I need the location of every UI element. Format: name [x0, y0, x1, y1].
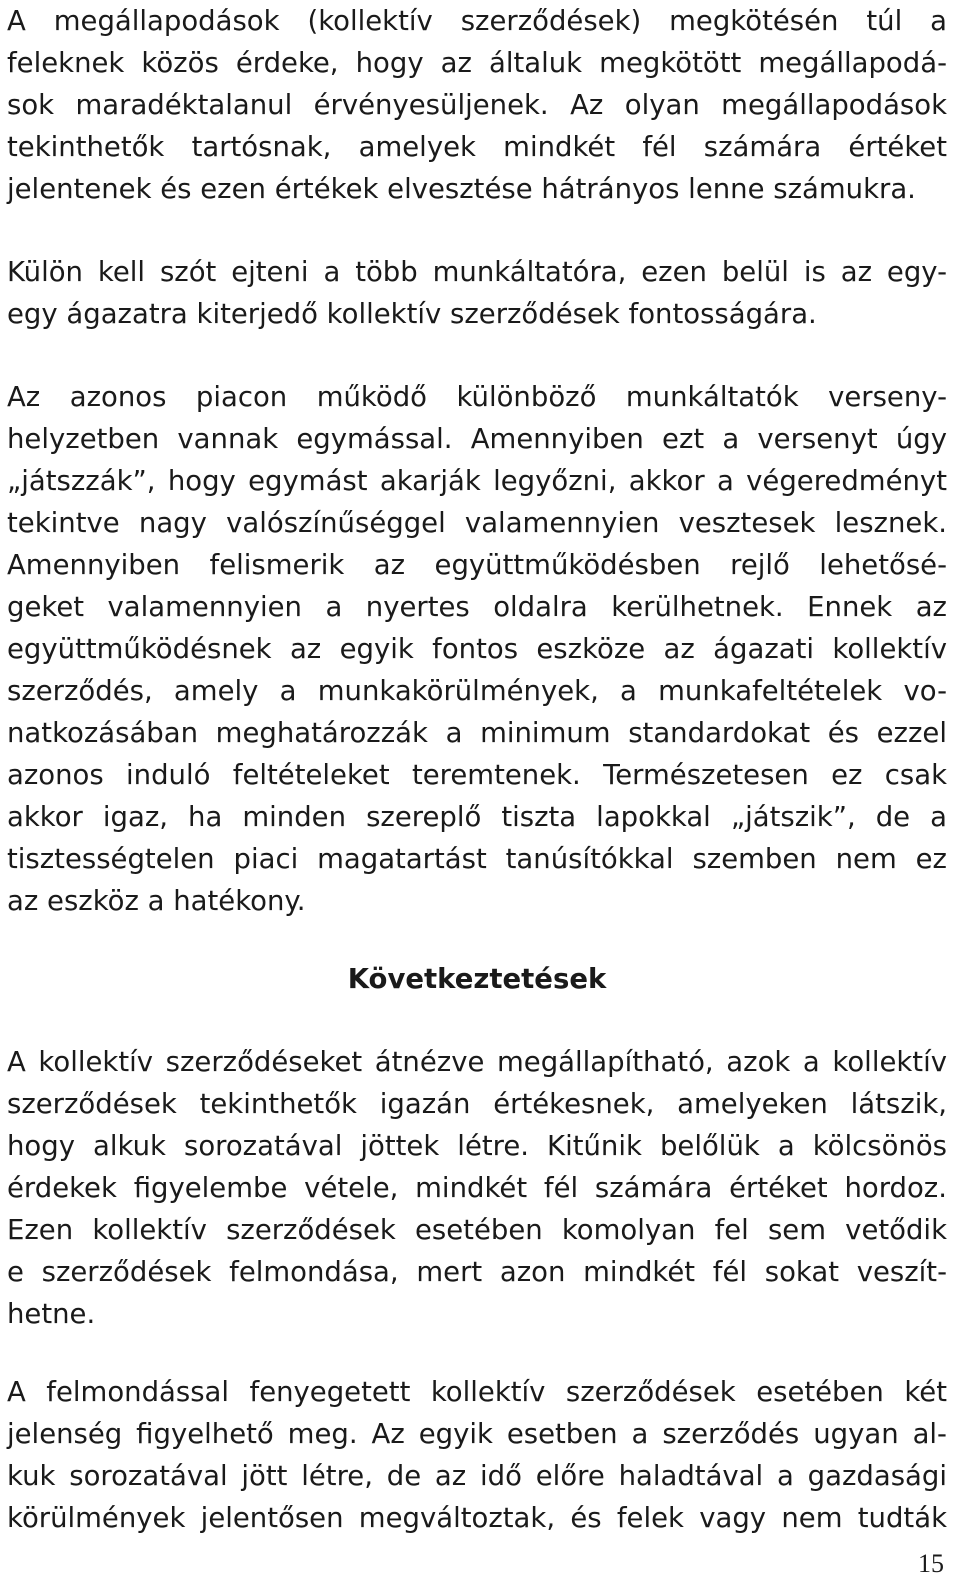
paragraph-threatened-termination: [7, 1371, 947, 1539]
text-line: geket valamennyien a nyertes oldalra kerülhetnek. Ennek az: [7, 591, 947, 623]
paragraph-conclusion-valuable: [7, 1041, 947, 1335]
text-line: kuk sorozatával jött létre, de az idő előre haladtával a gazdasági: [7, 1460, 947, 1492]
text-line: jelentenek és ezen értékek elvesztése hátrányos lenne számukra.: [7, 173, 916, 205]
text-line: A felmondással fenyegetett kollektív szerződések esetében két: [7, 1376, 947, 1408]
text-line: helyzetben vannak egymással. Amennyiben ezt a versenyt úgy: [7, 423, 947, 455]
paragraph-competition: [7, 376, 947, 922]
text-line: Az azonos piacon működő különböző munkáltatók verseny-: [7, 381, 947, 413]
text-line: szerződések tekinthetők igazán értékesnek, amelyeken látszik,: [7, 1088, 947, 1120]
paragraph-gap: [7, 1000, 947, 1041]
text-line: feleknek közös érdeke, hogy az általuk megkötött megállapodá-: [7, 47, 947, 79]
text-line: körülmények jelentősen megváltoztak, és felek vagy nem tudták: [7, 1502, 947, 1534]
text-line: hetne.: [7, 1298, 96, 1330]
page-number: 15: [918, 1549, 944, 1578]
text-line: jelenség figyelhető meg. Az egyik esetben a szerződés ugyan al-: [7, 1418, 947, 1450]
text-line: Amennyiben felismerik az együttműködésben rejlő lehetősé-: [7, 549, 947, 581]
paragraph-gap: [7, 922, 947, 958]
text-line: natkozásában meghatározzák a minimum standardokat és ezzel: [7, 717, 947, 749]
text-line: A kollektív szerződéseket átnézve megállapítható, azok a kollektív: [7, 1046, 947, 1078]
text-line: együttműködésnek az egyik fontos eszköze az ágazati kollektív: [7, 633, 947, 665]
paragraph-multi-employer: [7, 251, 947, 335]
page-body: [7, 0, 947, 1539]
paragraph-gap: [7, 1335, 947, 1371]
text-line: „játszzák”, hogy egymást akarják legyőzni, akkor a végeredményt: [7, 465, 947, 497]
text-line: az eszköz a hatékony.: [7, 885, 306, 917]
text-line: Külön kell szót ejteni a több munkáltatóra, ezen belül is az egy-: [7, 256, 947, 288]
text-line: azonos induló feltételeket teremtenek. Természetesen ez csak: [7, 759, 947, 791]
text-line: sok maradéktalanul érvényesüljenek. Az olyan megállapodások: [7, 89, 947, 121]
text-line: érdekek figyelembe vétele, mindkét fél számára értéket hordoz.: [7, 1172, 947, 1204]
paragraph-gap: [7, 210, 947, 251]
paragraph-agreements: [7, 0, 947, 210]
text-line: Ezen kollektív szerződések esetében komolyan fel sem vetődik: [7, 1214, 947, 1246]
text-line: A megállapodások (kollektív szerződések) megkötésén túl a: [7, 5, 947, 37]
paragraph-gap: [7, 335, 947, 376]
text-line: tekinthetők tartósnak, amelyek mindkét fél számára értéket: [7, 131, 947, 163]
text-line: szerződés, amely a munkakörülmények, a munkafeltételek vo-: [7, 675, 947, 707]
text-line: tekintve nagy valószínűséggel valamennyien vesztesek lesznek.: [7, 507, 947, 539]
text-line: tisztességtelen piaci magatartást tanúsítókkal szemben nem ez: [7, 843, 947, 875]
text-line: akkor igaz, ha minden szereplő tiszta lapokkal „játszik”, de a: [7, 801, 947, 833]
text-line: e szerződések felmondása, mert azon mindkét fél sokat veszít-: [7, 1256, 947, 1288]
section-heading: Következtetések: [347, 963, 607, 995]
text-line: egy ágazatra kiterjedő kollektív szerződések fontosságára.: [7, 298, 817, 330]
text-line: hogy alkuk sorozatával jöttek létre. Kitűnik belőlük a kölcsönös: [7, 1130, 947, 1162]
